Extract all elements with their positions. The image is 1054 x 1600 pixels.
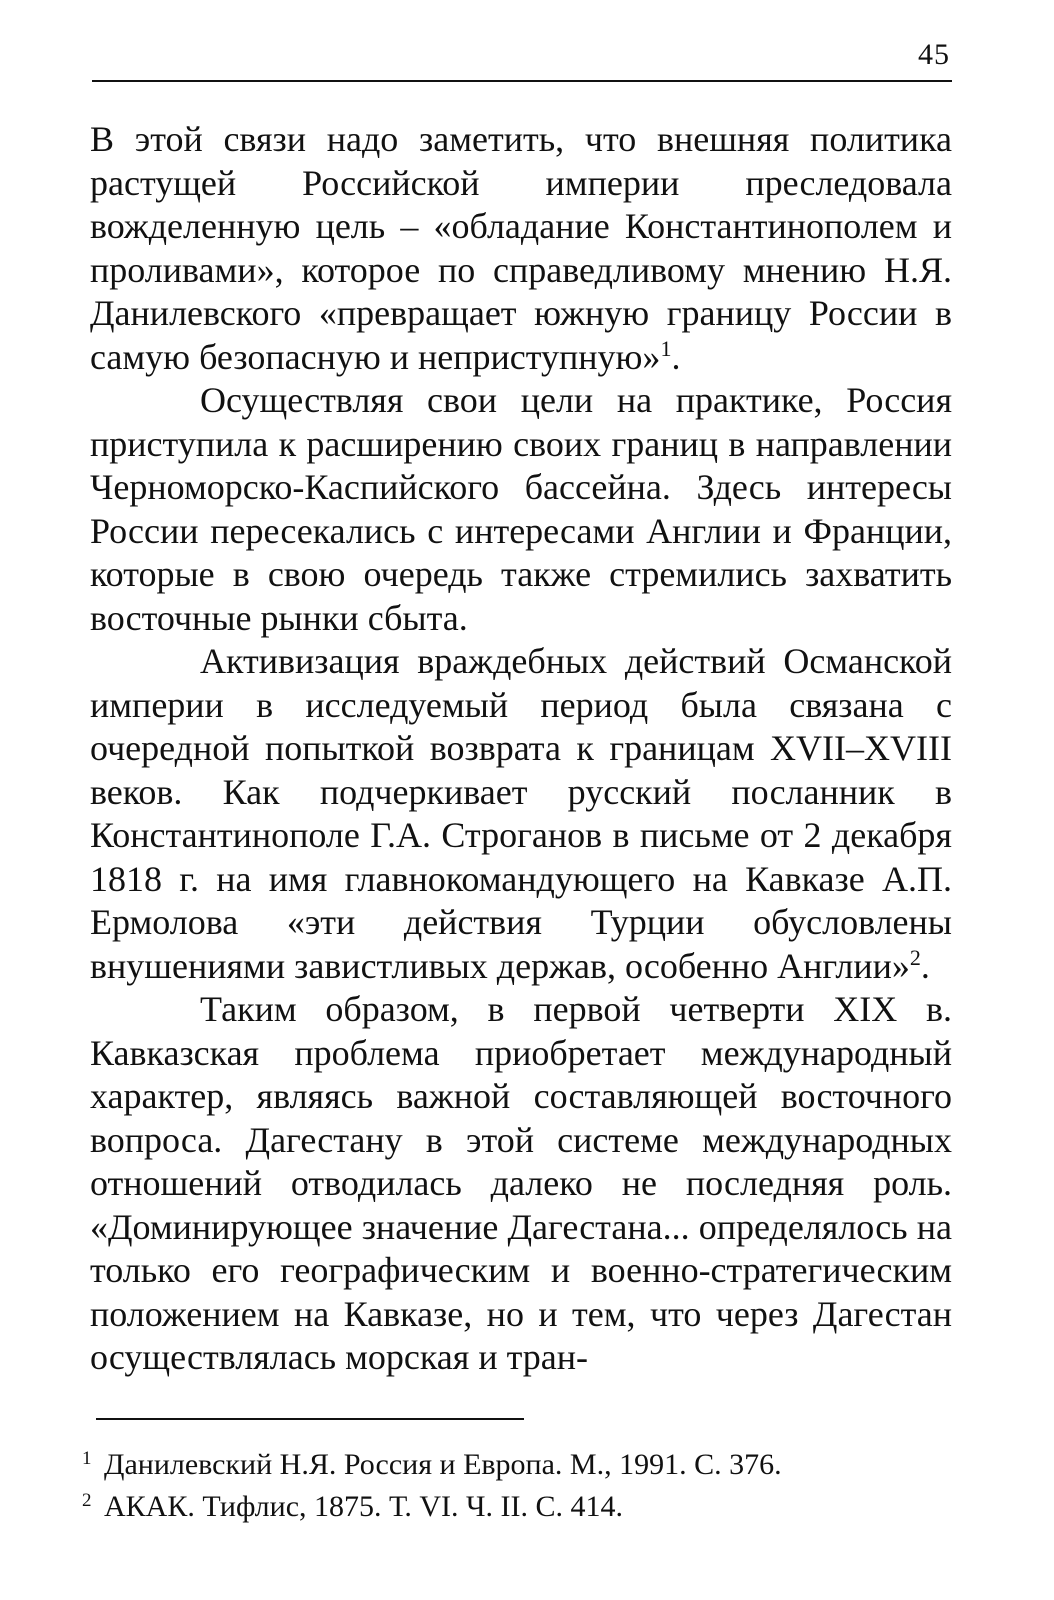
paragraph-3 — [90, 640, 952, 988]
footnote-1 — [82, 1444, 942, 1486]
footnote-reference-1: 1 — [660, 335, 672, 361]
paragraph-end-punctuation: . — [920, 945, 930, 986]
paragraph-1 — [90, 118, 952, 379]
page-number: 45 — [918, 38, 950, 71]
paragraph-text: В этой связи надо заметить, что внешняя политика растущей Российской империи преследовала вожделенную цель – «обладание Константинополем и проливами», которое по справедливому мнению Н.Я. Данилевского «превращает южную границу России в самую безопасную и неприступную» — [90, 119, 952, 377]
header-rule — [92, 80, 952, 82]
footnote-text: АКАК. Тифлис, 1875. Т. VI. Ч. II. С. 414. — [104, 1490, 623, 1523]
footnote-reference-2: 2 — [909, 944, 921, 970]
paragraph-text: Таким образом, в первой четверти XIX в. Кавказская проблема приобретает международный характер, являясь важной составляющей восточного вопроса. Дагестану в этой системе международных отношений отводилась далеко не последняя роль. «Доминирующее значение Дагестана... определялось на только его географическим и военно-стратегическим положением на Кавказе, но и тем, что через Дагестан осуществлялась морская и тран- — [90, 989, 952, 1377]
footnote-2 — [82, 1486, 942, 1528]
footnote-text: Данилевский Н.Я. Россия и Европа. М., 1991. С. 376. — [104, 1448, 782, 1481]
paragraph-text: Активизация враждебных действий Османской империи в исследуемый период была связана с очередной попыткой возврата к границам XVII–XVIII веков. Как подчеркивает русский посланник в Константинополе Г.А. Строганов в письме от 2 декабря 1818 г. на имя главнокомандующего на Кавказе А.П. Ермолова «эти действия Турции обусловлены внушениями завистливых держав, особенно Англии» — [90, 641, 952, 986]
footnote-number: 2 — [82, 1490, 92, 1511]
paragraph-text: Осуществляя свои цели на практике, Россия приступила к расширению своих границ в направлении Черноморско-Каспийского бассейна. Здесь интересы России пересекались с интересами Англии и Франции, которые в свою очередь также стремились захватить восточные рынки сбыта. — [90, 380, 952, 638]
paragraph-4 — [90, 988, 952, 1380]
footnote-separator — [96, 1418, 524, 1420]
footnotes — [82, 1444, 942, 1528]
paragraph-2 — [90, 379, 952, 640]
body-text — [90, 118, 952, 1380]
paragraph-end-punctuation: . — [671, 336, 681, 377]
footnote-number: 1 — [82, 1448, 92, 1469]
